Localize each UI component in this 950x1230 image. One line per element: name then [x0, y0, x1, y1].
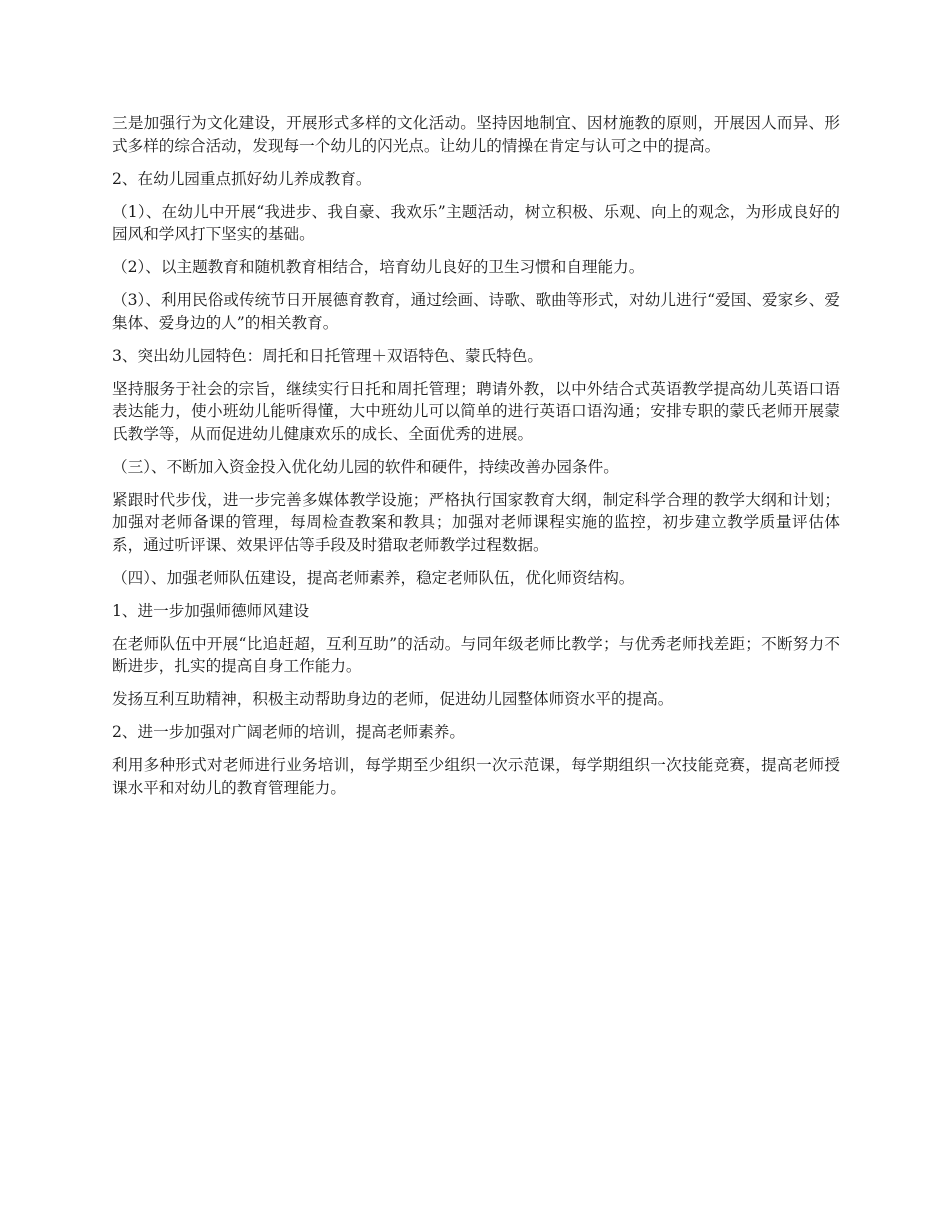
paragraph-theme-activity: （1）、在幼儿中开展“我进步、我自豪、我欢乐”主题活动，树立积极、乐观、向上的观念，为形成良好的园风和学风打下坚实的基础。 [112, 202, 840, 243]
heading-kindergarten-features: 3、突出幼儿园特色：周托和日托管理＋双语特色、蒙氏特色。 [112, 346, 543, 365]
paragraph-hygiene-habits: （2）、以主题教育和随机教育相结合，培育幼儿良好的卫生习惯和自理能力。 [112, 258, 645, 276]
paragraph-moral-education: （3）、利用民俗或传统节日开展德育教育，通过绘画、诗歌、歌曲等形式，对幼儿进行“爱国、爱家乡、爱集体、爱身边的人”的相关教育。 [112, 291, 840, 332]
paragraph-behavior-culture: 三是加强行为文化建设，开展形式多样的文化活动。坚持因地制宜、因材施教的原则，开展因人而异、形式多样的综合活动，发现每一个幼儿的闪光点。让幼儿的情操在肯定与认可之中的提高。 [112, 114, 840, 155]
heading-section-four: （四）、加强老师队伍建设，提高老师素养，稳定老师队伍，优化师资结构。 [112, 568, 635, 587]
document-page [112, 112, 840, 810]
heading-habit-education: 2、在幼儿园重点抓好幼儿养成教育。 [112, 169, 372, 188]
paragraph-multimedia-teaching: 紧跟时代步伐，进一步完善多媒体教学设施；严格执行国家教育大纲，制定科学合理的教学大纲和计划；加强对老师备课的管理，每周检查教案和教具；加强对老师课程实施的监控，初步建立教学质量评估体系，通过听评课、效果评估等手段及时猎取老师教学过程数据。 [112, 490, 840, 554]
heading-teacher-training: 2、进一步加强对广阔老师的培训，提高老师素养。 [112, 723, 465, 741]
heading-teacher-ethics: 1、进一步加强师德师风建设 [112, 601, 310, 620]
paragraph-business-training: 利用多种形式对老师进行业务培训，每学期至少组织一次示范课，每学期组织一次技能竞赛，提高老师授课水平和对幼儿的教育管理能力。 [112, 756, 840, 797]
heading-section-three: （三）、不断加入资金投入优化幼儿园的软件和硬件，持续改善办园条件。 [112, 457, 619, 476]
paragraph-mutual-help-activity: 在老师队伍中开展“比追赶超，互利互助”的活动。与同年级老师比教学；与优秀老师找差距；不断努力不断进步，扎实的提高自身工作能力。 [112, 634, 840, 675]
paragraph-service-purpose: 坚持服务于社会的宗旨，继续实行日托和周托管理；聘请外教，以中外结合式英语教学提高幼儿英语口语表达能力，使小班幼儿能听得懂，大中班幼儿可以简单的进行英语口语沟通；安排专职的蒙氏老师开展蒙氏教学等，从而促进幼儿健康欢乐的成长、全面优秀的进展。 [112, 379, 840, 443]
paragraph-mutual-help-spirit: 发扬互利互助精神，积极主动帮助身边的老师，促进幼儿园整体师资水平的提高。 [112, 690, 674, 708]
